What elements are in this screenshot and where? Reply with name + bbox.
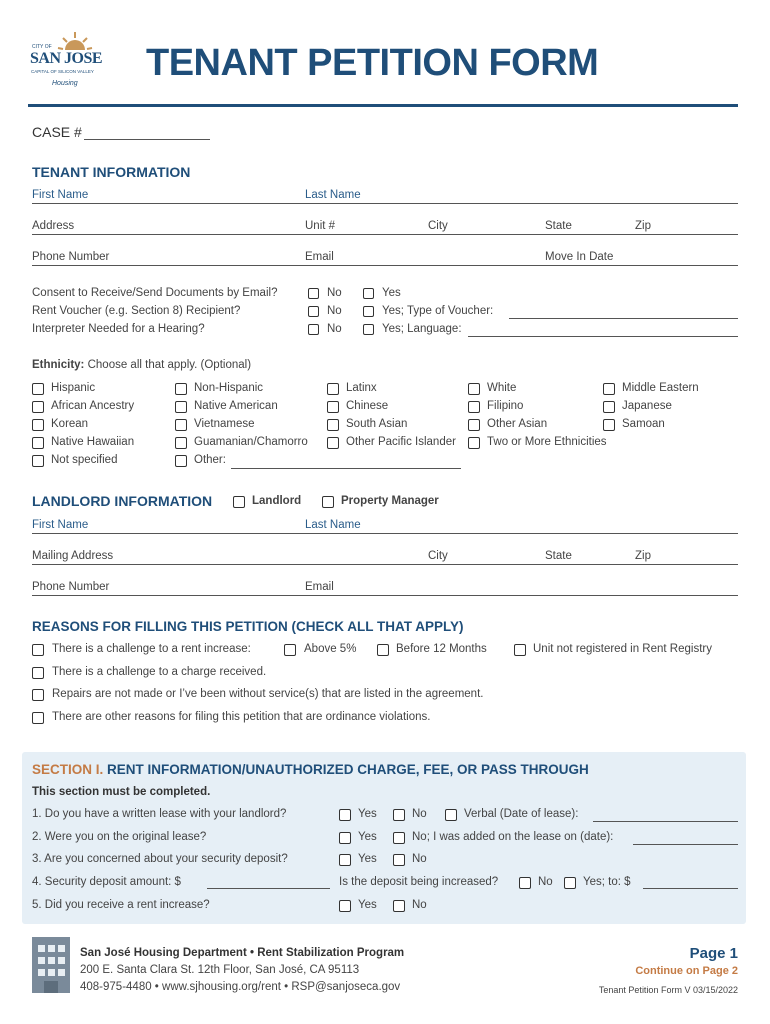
ethnicity-option-label: Korean <box>51 418 89 430</box>
consent-no-label: No <box>327 287 342 299</box>
language-field[interactable] <box>468 336 738 337</box>
q5-yes-checkbox[interactable] <box>339 900 351 912</box>
consent-yes-label: Yes <box>382 287 401 299</box>
q1-no-checkbox[interactable] <box>393 809 405 821</box>
ethnicity-option-label: Vietnamese <box>194 418 255 430</box>
ethnicity-checkbox[interactable] <box>468 401 480 413</box>
reason-other-checkbox[interactable] <box>32 712 44 724</box>
landlord-state: State <box>545 550 572 562</box>
tenant-unit: Unit # <box>305 220 336 232</box>
q3-yes-label: Yes <box>358 853 377 865</box>
ethnicity-checkbox[interactable] <box>175 401 187 413</box>
continue-note: Continue on Page 2 <box>635 965 738 977</box>
q2-yes-checkbox[interactable] <box>339 832 351 844</box>
consent-no-checkbox[interactable] <box>308 288 319 299</box>
logo-city-of: CITY OF <box>32 44 52 50</box>
ethnicity-option-label: Guamanian/Chamorro <box>194 436 308 448</box>
above-5-label: Above 5% <box>304 643 357 655</box>
ethnicity-option-label: Samoan <box>622 418 665 430</box>
landlord-email: Email <box>305 581 334 593</box>
interpreter-no-label: No <box>327 323 342 335</box>
landlord-checkbox[interactable] <box>233 496 245 508</box>
reason-repairs-checkbox[interactable] <box>32 689 44 701</box>
q5-no-label: No <box>412 899 427 911</box>
ethnicity-option-label: Other Asian <box>487 418 548 430</box>
q-interpreter: Interpreter Needed for a Hearing? <box>32 323 205 335</box>
section1-title: RENT INFORMATION/UNAUTHORIZED CHARGE, FEE, OR PASS THROUGH <box>107 762 589 777</box>
ethnicity-option-label: South Asian <box>346 418 408 430</box>
q5-yes-label: Yes <box>358 899 377 911</box>
tenant-zip: Zip <box>635 220 651 232</box>
reason-rent-increase: There is a challenge to a rent increase: <box>52 643 251 655</box>
q-voucher: Rent Voucher (e.g. Section 8) Recipient? <box>32 305 241 317</box>
q1-yes-label: Yes <box>358 808 377 820</box>
tenant-email: Email <box>305 251 334 263</box>
landlord-phone: Phone Number <box>32 581 110 593</box>
tenant-heading: TENANT INFORMATION <box>32 164 191 180</box>
landlord-zip: Zip <box>635 550 651 562</box>
page-number: Page 1 <box>689 945 738 962</box>
landlord-option-label: Landlord <box>252 495 302 507</box>
before-12-months-checkbox[interactable] <box>377 644 389 656</box>
reason-repairs: Repairs are not made or I’ve been without service(s) that are listed in the agreement. <box>52 688 484 700</box>
page-title: TENANT PETITION FORM <box>146 42 599 84</box>
q1-no-label: No <box>412 808 427 820</box>
q4-amount-field[interactable] <box>207 888 330 889</box>
voucher-yes-checkbox[interactable] <box>363 306 374 317</box>
s1-q3: 3. Are you concerned about your security deposit? <box>32 853 288 865</box>
landlord-name-field[interactable] <box>32 533 738 534</box>
city-logo <box>28 30 103 92</box>
tenant-first-name: First Name <box>32 189 89 201</box>
ethnicity-checkbox[interactable] <box>175 437 187 449</box>
case-label: CASE # <box>32 124 82 140</box>
landlord-city: City <box>428 550 448 562</box>
landlord-heading: LANDLORD INFORMATION <box>32 493 213 509</box>
ethnicity-checkbox[interactable] <box>32 383 44 395</box>
ethnicity-option-label: Hispanic <box>51 382 96 394</box>
ethnicity-checkbox[interactable] <box>468 383 480 395</box>
q3-no-label: No <box>412 853 427 865</box>
ethnicity-checkbox[interactable] <box>175 383 187 395</box>
ethnicity-option-label: White <box>487 382 517 394</box>
landlord-address-field[interactable] <box>32 564 738 565</box>
ethnicity-checkbox[interactable] <box>32 455 44 467</box>
voucher-no-label: No <box>327 305 342 317</box>
title-rule <box>28 104 738 107</box>
ethnicity-title: Ethnicity: <box>32 359 85 371</box>
ethnicity-checkbox[interactable] <box>468 419 480 431</box>
logo-dept: Housing <box>52 80 78 87</box>
s1-q4b: Is the deposit being increased? <box>339 876 499 888</box>
section1-prefix: SECTION I. <box>32 762 104 777</box>
s1-q2: 2. Were you on the original lease? <box>32 831 207 843</box>
ethnicity-checkbox[interactable] <box>175 419 187 431</box>
reason-charge-checkbox[interactable] <box>32 667 44 679</box>
form-version: Tenant Petition Form V 03/15/2022 <box>598 985 738 995</box>
ethnicity-option-label: Other: <box>194 454 226 466</box>
ethnicity-option-label: African Ancestry <box>51 400 135 412</box>
q2-yes-label: Yes <box>358 831 377 843</box>
section1-required: This section must be completed. <box>32 786 211 798</box>
ethnicity-hint: Choose all that apply. (Optional) <box>87 359 252 371</box>
ethnicity-checkbox[interactable] <box>327 419 339 431</box>
q1-date-field[interactable] <box>593 821 738 822</box>
landlord-last-name: Last Name <box>305 519 361 531</box>
logo-name: SAN JOSE <box>30 50 103 67</box>
tenant-phone-field[interactable] <box>32 265 738 266</box>
q3-yes-checkbox[interactable] <box>339 854 351 866</box>
ethnicity-checkbox[interactable] <box>175 455 187 467</box>
consent-yes-checkbox[interactable] <box>363 288 374 299</box>
reason-other: There are other reasons for filing this petition that are ordinance violations. <box>52 711 431 723</box>
landlord-first-name: First Name <box>32 519 89 531</box>
ethnicity-option-label: Other Pacific Islander <box>346 436 456 448</box>
s1-q4: 4. Security deposit amount: $ <box>32 876 181 888</box>
section1-heading <box>32 762 589 777</box>
ethnicity-checkbox[interactable] <box>603 383 615 395</box>
ethnicity-option-label: Latinx <box>346 382 377 394</box>
reason-charge: There is a challenge to a charge received. <box>52 666 267 678</box>
ethnicity-option-label: Two or More Ethnicities <box>487 436 607 448</box>
ethnicity-checkbox[interactable] <box>327 437 339 449</box>
ethnicity-option-label: Not specified <box>51 454 118 466</box>
ethnicity-checkbox[interactable] <box>468 437 480 449</box>
ethnicity-checkbox[interactable] <box>327 401 339 413</box>
ethnicity-option-label: Middle Eastern <box>622 382 699 394</box>
q2-date-field[interactable] <box>633 844 738 845</box>
case-field[interactable] <box>84 139 210 140</box>
reasons-heading: REASONS FOR FILLING THIS PETITION (CHECK ALL THAT APPLY) <box>32 619 464 634</box>
landlord-phone-field[interactable] <box>32 595 738 596</box>
tenant-address-field[interactable] <box>32 234 738 235</box>
s1-q1: 1. Do you have a written lease with your landlord? <box>32 808 287 820</box>
tenant-city: City <box>428 220 448 232</box>
tenant-address: Address <box>32 220 75 232</box>
ethnicity-checkbox[interactable] <box>603 401 615 413</box>
voucher-no-checkbox[interactable] <box>308 306 319 317</box>
building-icon <box>32 937 70 993</box>
ethnicity-option-label: Chinese <box>346 400 389 412</box>
s1-q5: 5. Did you receive a rent increase? <box>32 899 210 911</box>
q1-yes-checkbox[interactable] <box>339 809 351 821</box>
q2-no-checkbox[interactable] <box>393 832 405 844</box>
q4-new-amount-field[interactable] <box>643 888 738 889</box>
logo-tagline: CAPITAL OF SILICON VALLEY <box>31 69 94 74</box>
ethnicity-checkbox[interactable] <box>32 437 44 449</box>
ethnicity-option-label: Native American <box>194 400 278 412</box>
ethnicity-checkbox[interactable] <box>327 383 339 395</box>
q3-no-checkbox[interactable] <box>393 854 405 866</box>
footer-address: 200 E. Santa Clara St. 12th Floor, San José, CA 95113 <box>80 964 360 976</box>
unregistered-label: Unit not registered in Rent Registry <box>533 643 712 655</box>
before-12-months-label: Before 12 Months <box>396 643 487 655</box>
q4-no-checkbox[interactable] <box>519 877 531 889</box>
tenant-state: State <box>545 220 572 232</box>
q4-no-label: No <box>538 876 553 888</box>
tenant-phone: Phone Number <box>32 251 110 263</box>
ethnicity-checkbox[interactable] <box>32 401 44 413</box>
unregistered-checkbox[interactable] <box>514 644 526 656</box>
ethnicity-option-label: Non-Hispanic <box>194 382 264 394</box>
tenant-move-in: Move In Date <box>545 251 614 263</box>
above-5-checkbox[interactable] <box>284 644 296 656</box>
q1-verbal-label: Verbal (Date of lease): <box>464 808 579 820</box>
q4-yes-checkbox[interactable] <box>564 877 576 889</box>
tenant-name-field[interactable] <box>32 203 738 204</box>
ethnicity-option-label: Native Hawaiian <box>51 436 135 448</box>
ethnicity-label <box>32 359 251 371</box>
q4-yes-label: Yes; to: $ <box>583 876 631 888</box>
ethnicity-checkbox[interactable] <box>603 419 615 431</box>
interpreter-yes-label: Yes; Language: <box>382 323 462 335</box>
voucher-yes-label: Yes; Type of Voucher: <box>382 305 494 317</box>
q5-no-checkbox[interactable] <box>393 900 405 912</box>
footer-dept: San José Housing Department • Rent Stabilization Program <box>80 947 405 959</box>
ethnicity-option-label: Filipino <box>487 400 524 412</box>
ethnicity-checkbox[interactable] <box>32 419 44 431</box>
footer-contact: 408-975-4480 • www.sjhousing.org/rent • RSP@sanjoseca.gov <box>80 981 401 993</box>
property-manager-checkbox[interactable] <box>322 496 334 508</box>
property-manager-label: Property Manager <box>341 495 439 507</box>
interpreter-no-checkbox[interactable] <box>308 324 319 335</box>
ethnicity-other-field[interactable] <box>231 468 461 469</box>
q-consent: Consent to Receive/Send Documents by Email? <box>32 287 278 299</box>
ethnicity-option-label: Japanese <box>622 400 672 412</box>
q1-verbal-checkbox[interactable] <box>445 809 457 821</box>
interpreter-yes-checkbox[interactable] <box>363 324 374 335</box>
q2-no-label: No; I was added on the lease on (date): <box>412 831 614 843</box>
voucher-type-field[interactable] <box>509 318 738 319</box>
tenant-last-name: Last Name <box>305 189 361 201</box>
reason-rent-increase-checkbox[interactable] <box>32 644 44 656</box>
landlord-mailing: Mailing Address <box>32 550 114 562</box>
